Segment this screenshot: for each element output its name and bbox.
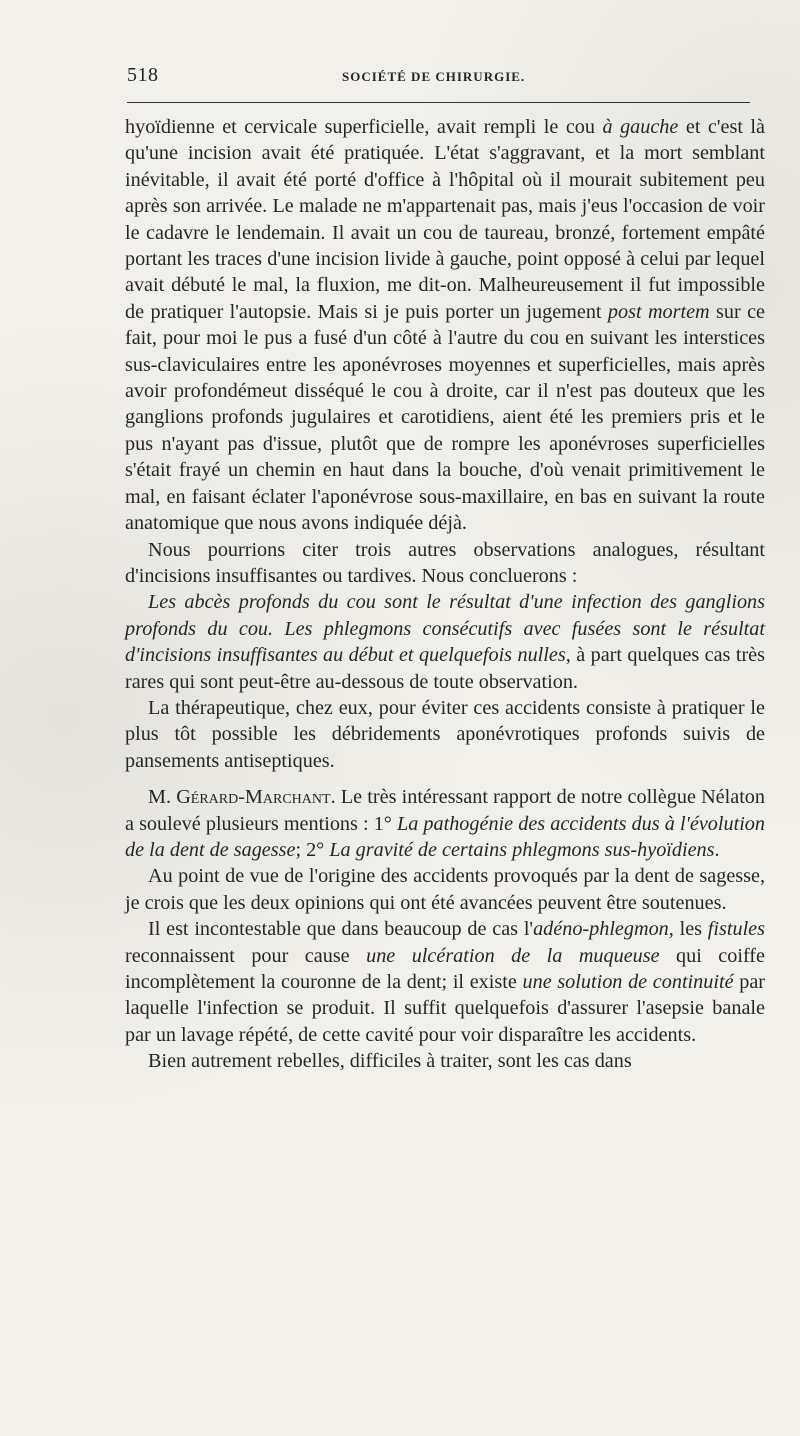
paragraph-7-text-e: par laquelle l'infection se produit. Il suffit quelquefois d'assurer l'asepsie banale par un lavage répété, de cette cavité pour voir disparaître les accidents. (125, 971, 766, 1046)
paragraph-1-text-c: sur ce fait, pour moi le pus a fusé d'un côté à l'autre du cou en suivant les interstices sus-claviculaires entre les aponévroses moyennes et superficielles, mais après avoir profondémeut disséqué le cou à droite, car il n'est pas douteux que les ganglions profonds jugulaires et carotidiens, aient été les premiers pris et le pus n'ayant pas d'issue, plutôt que de rompre les aponévroses superficielles s'était frayé un chemin en haut dans la bouche, d'où venait primitivement le mal, en faisant éclater l'aponévrose sous-maxillaire, en bas en suivant la route anatomique que nous avons indiquée déjà. (125, 300, 765, 535)
paragraph-1-text-b: et c'est là qu'une incision avait été pratiquée. L'état s'aggravant, et la mort semblant inévitable, il avait été porté d'office à l'hôpital où il mourait subitement peu après son arrivée. Le malade ne m'appartenait pas, mais j'eus l'occasion de voir le cadavre le lendemain. Il avait un cou de taureau, bronzé, fortement empâté portant les traces d'une incision livide à gauche, point opposé à celui par lequel avait débuté le mal, la fluxion, me dit-on. Malheureusement il fut impossible de pratiquer l'autopsie. Mais si je puis porter un jugement (125, 116, 766, 323)
paragraph-5-text-0: M. (148, 786, 177, 809)
paragraph-7-text-b: , les (668, 918, 708, 941)
paragraph-7-text-c: reconnaissent pour cause (125, 944, 367, 967)
running-title: SOCIÉTÉ DE CHIRURGIE. (342, 69, 526, 84)
paragraph-2: Nous pourrions citer trois autres observations analogues, résultant d'incisions insuffisantes ou tardives. Nous concluerons : (125, 538, 765, 587)
paragraph-7-italic-a: adéno-phlegmon (533, 918, 669, 941)
page-header (127, 62, 755, 96)
paragraph-5-text-b: ; 2° (295, 838, 330, 861)
paragraph-1 (125, 114, 765, 537)
paragraph-7-text-a: Il est incontestable que dans beaucoup de cas l' (148, 918, 534, 941)
paragraph-5-text-a: . Le très intéressant rapport de notre collègue Nélaton a soulevé plusieurs mentions : 1° (125, 786, 765, 835)
paragraph-6: Au point de vue de l'origine des accidents provoqués par la dent de sagesse, je crois que les deux opinions qui ont été avancées peuvent être soutenues. (125, 865, 765, 914)
paragraph-1-italic-a: à gauche (602, 116, 679, 138)
paragraph-3 (125, 589, 765, 695)
paragraph-3-italic: Les abcès profonds du cou sont le résultat d'une infection des ganglions profonds du cou. Les phlegmons consécutifs avec fusées sont le résultat d'incisions insuffisantes au début et quelquefois nulles (125, 591, 765, 667)
body-text (125, 114, 765, 1075)
paragraph-7-text-d: qui coiffe incomplètement la couronne de la dent; il existe (125, 944, 765, 993)
paragraph-7 (125, 916, 765, 1048)
paragraph-4: La thérapeutique, chez eux, pour éviter ces accidents consiste à pratiquer le plus tôt possible les débridements aponévrotiques profonds suivis de pansements antiseptiques. (125, 696, 765, 772)
paragraph-1-italic-b: post mortem (607, 300, 710, 323)
header-rule (127, 102, 750, 103)
paragraph-5-italic-a: La pathogénie des accidents dus à l'évolution de la dent de sagesse (125, 812, 765, 861)
paragraph-5-text-c: . (714, 838, 720, 861)
paragraph-8: Bien autrement rebelles, difficiles à traiter, sont les cas dans (148, 1050, 632, 1073)
paragraph-3-text: , à part quelques cas très rares qui sont peut-être au-dessous de toute observation. (125, 644, 765, 693)
page-number: 518 (127, 64, 159, 86)
paragraph-5-italic-b: La gravité de certains phlegmons sus-hyoïdiens (329, 838, 715, 861)
paragraph-5 (125, 784, 765, 863)
paragraph-7-italic-d: une solution de continuité (522, 971, 734, 993)
speaker-name: Gérard-Marchant (176, 786, 331, 809)
paragraph-1-text-a: hyoïdienne et cervicale superficielle, avait rempli le cou (125, 116, 603, 138)
paragraph-7-italic-b: fistules (707, 918, 765, 941)
paragraph-7-italic-c: une ulcération de la muqueuse (366, 944, 660, 967)
